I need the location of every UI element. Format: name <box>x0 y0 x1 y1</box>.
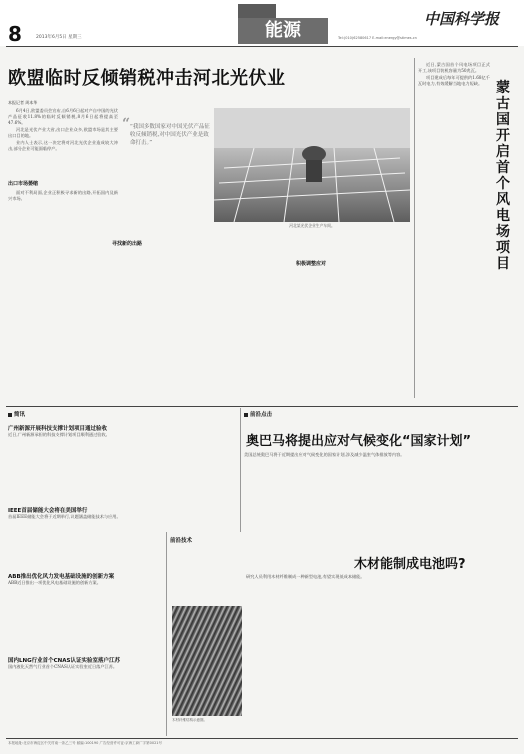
side-paragraph: 近日,蒙古国首个风电场项目正式开工,该项目装机容量为50兆瓦。 <box>418 62 490 73</box>
masthead <box>0 0 524 46</box>
tech-label: 前沿技术 <box>170 538 193 544</box>
wood-fiber-photo <box>172 606 242 716</box>
section-title: 能源 <box>238 18 328 44</box>
page-number: 8 <box>8 22 22 46</box>
main-paragraph: 河北是光伏产业大省,出口企业众多,欧盟市场是其主要出口目的地。 <box>8 127 118 138</box>
photo-caption: 河北某光伏企业生产车间。 <box>289 223 335 228</box>
section-rule <box>6 406 518 407</box>
briefs-label: 简讯 <box>8 410 25 418</box>
main-subhead-1: 出口市场萎缩 <box>8 181 39 187</box>
brief-text: 首届IEEE储能大会将于近期举行,议题涵盖储能技术与应用。 <box>8 514 121 519</box>
quote-mark-icon: “ <box>122 116 131 132</box>
issue-date: 2013年6月5日 星期三 <box>36 35 82 40</box>
brief-title: 国内LNG行业首个CNAS认证实验室落户江苏 <box>8 658 120 664</box>
footer-info: 本报地址:北京市海淀区中关村南一条乙三号 邮编:100190 广告经营许可证:京海工商广字第0021号 <box>8 741 163 745</box>
solar-panel-illustration <box>214 108 410 222</box>
side-story-text <box>418 62 490 392</box>
pull-quote: “我国多数国家对中国光伏产品征收反倾销税,对中国光伏产业是致命打击。” <box>130 124 210 146</box>
main-headline: 欧盟临时反倾销税冲击河北光伏业 <box>8 68 286 89</box>
tech-headline: 木材能制成电池吗? <box>354 557 466 572</box>
main-byline: 本报记者 周本华 <box>8 100 38 105</box>
main-paragraph: 业内人士表示,这一决定将对河北光伏企业造成较大冲击,部分企业可能面临停产。 <box>8 140 118 151</box>
brief-text: 近日,广州新源承担的科技支撑计划项目顺利通过验收。 <box>8 432 110 437</box>
main-paragraph: 面对不利局面,企业正积极寻求新的出路,开拓国内及新兴市场。 <box>8 190 118 201</box>
solar-factory-photo <box>214 108 410 222</box>
side-headline: 蒙古国开启首个风电场项目 <box>496 80 510 272</box>
brief-title: ABB推出优化风力发电基础设施的创新方案 <box>8 574 115 580</box>
main-subhead-2: 寻找新的出路 <box>112 241 143 247</box>
masthead-rule <box>6 46 518 47</box>
main-paragraph: 6月4日,欧盟委员会宣布,自6月6日起对产自中国的光伏产品征收11.8%的临时反倾销税,8月6日起将提高至47.6%。 <box>8 108 118 125</box>
masthead-info: Tel:(010)62580617 E-mail:energy@stimes.cn <box>338 36 417 40</box>
main-story-column-1b <box>8 190 118 370</box>
tech-text: 研究人员利用木材纤维制成一种新型电池,有望实现低成本储能。 <box>246 574 365 579</box>
international-label: 前沿点击 <box>244 410 272 418</box>
brief-title: IEEE首届储能大会将在美国举行 <box>8 508 88 514</box>
wood-photo-caption: 木材纤维结构示意图。 <box>172 718 207 722</box>
column-divider <box>166 532 167 736</box>
side-paragraph: 项目建成后每年可提供约1.68亿千瓦时电力,有效缓解当地电力短缺。 <box>418 75 490 86</box>
brief-title: 广州新源开展科技支撑计划项目通过验收 <box>8 426 108 432</box>
international-headline: 奥巴马将提出应对气候变化“国家计划” <box>246 434 472 449</box>
main-subhead-3: 积极调整应对 <box>296 261 327 267</box>
footer-rule <box>6 738 518 739</box>
newspaper-brand: 中国科学报 <box>424 10 500 28</box>
column-divider <box>240 408 241 532</box>
international-text: 美国总统奥巴马将于近期提出应对气候变化的国家计划,涉及减少温室气体排放等内容。 <box>244 452 405 457</box>
brief-text: 国内液化天然气行业首个CNAS认证实验室近日落户江苏。 <box>8 664 118 669</box>
column-divider <box>414 58 415 398</box>
brief-text: ABB近日推出一项优化风电基础设施的创新方案。 <box>8 580 101 585</box>
